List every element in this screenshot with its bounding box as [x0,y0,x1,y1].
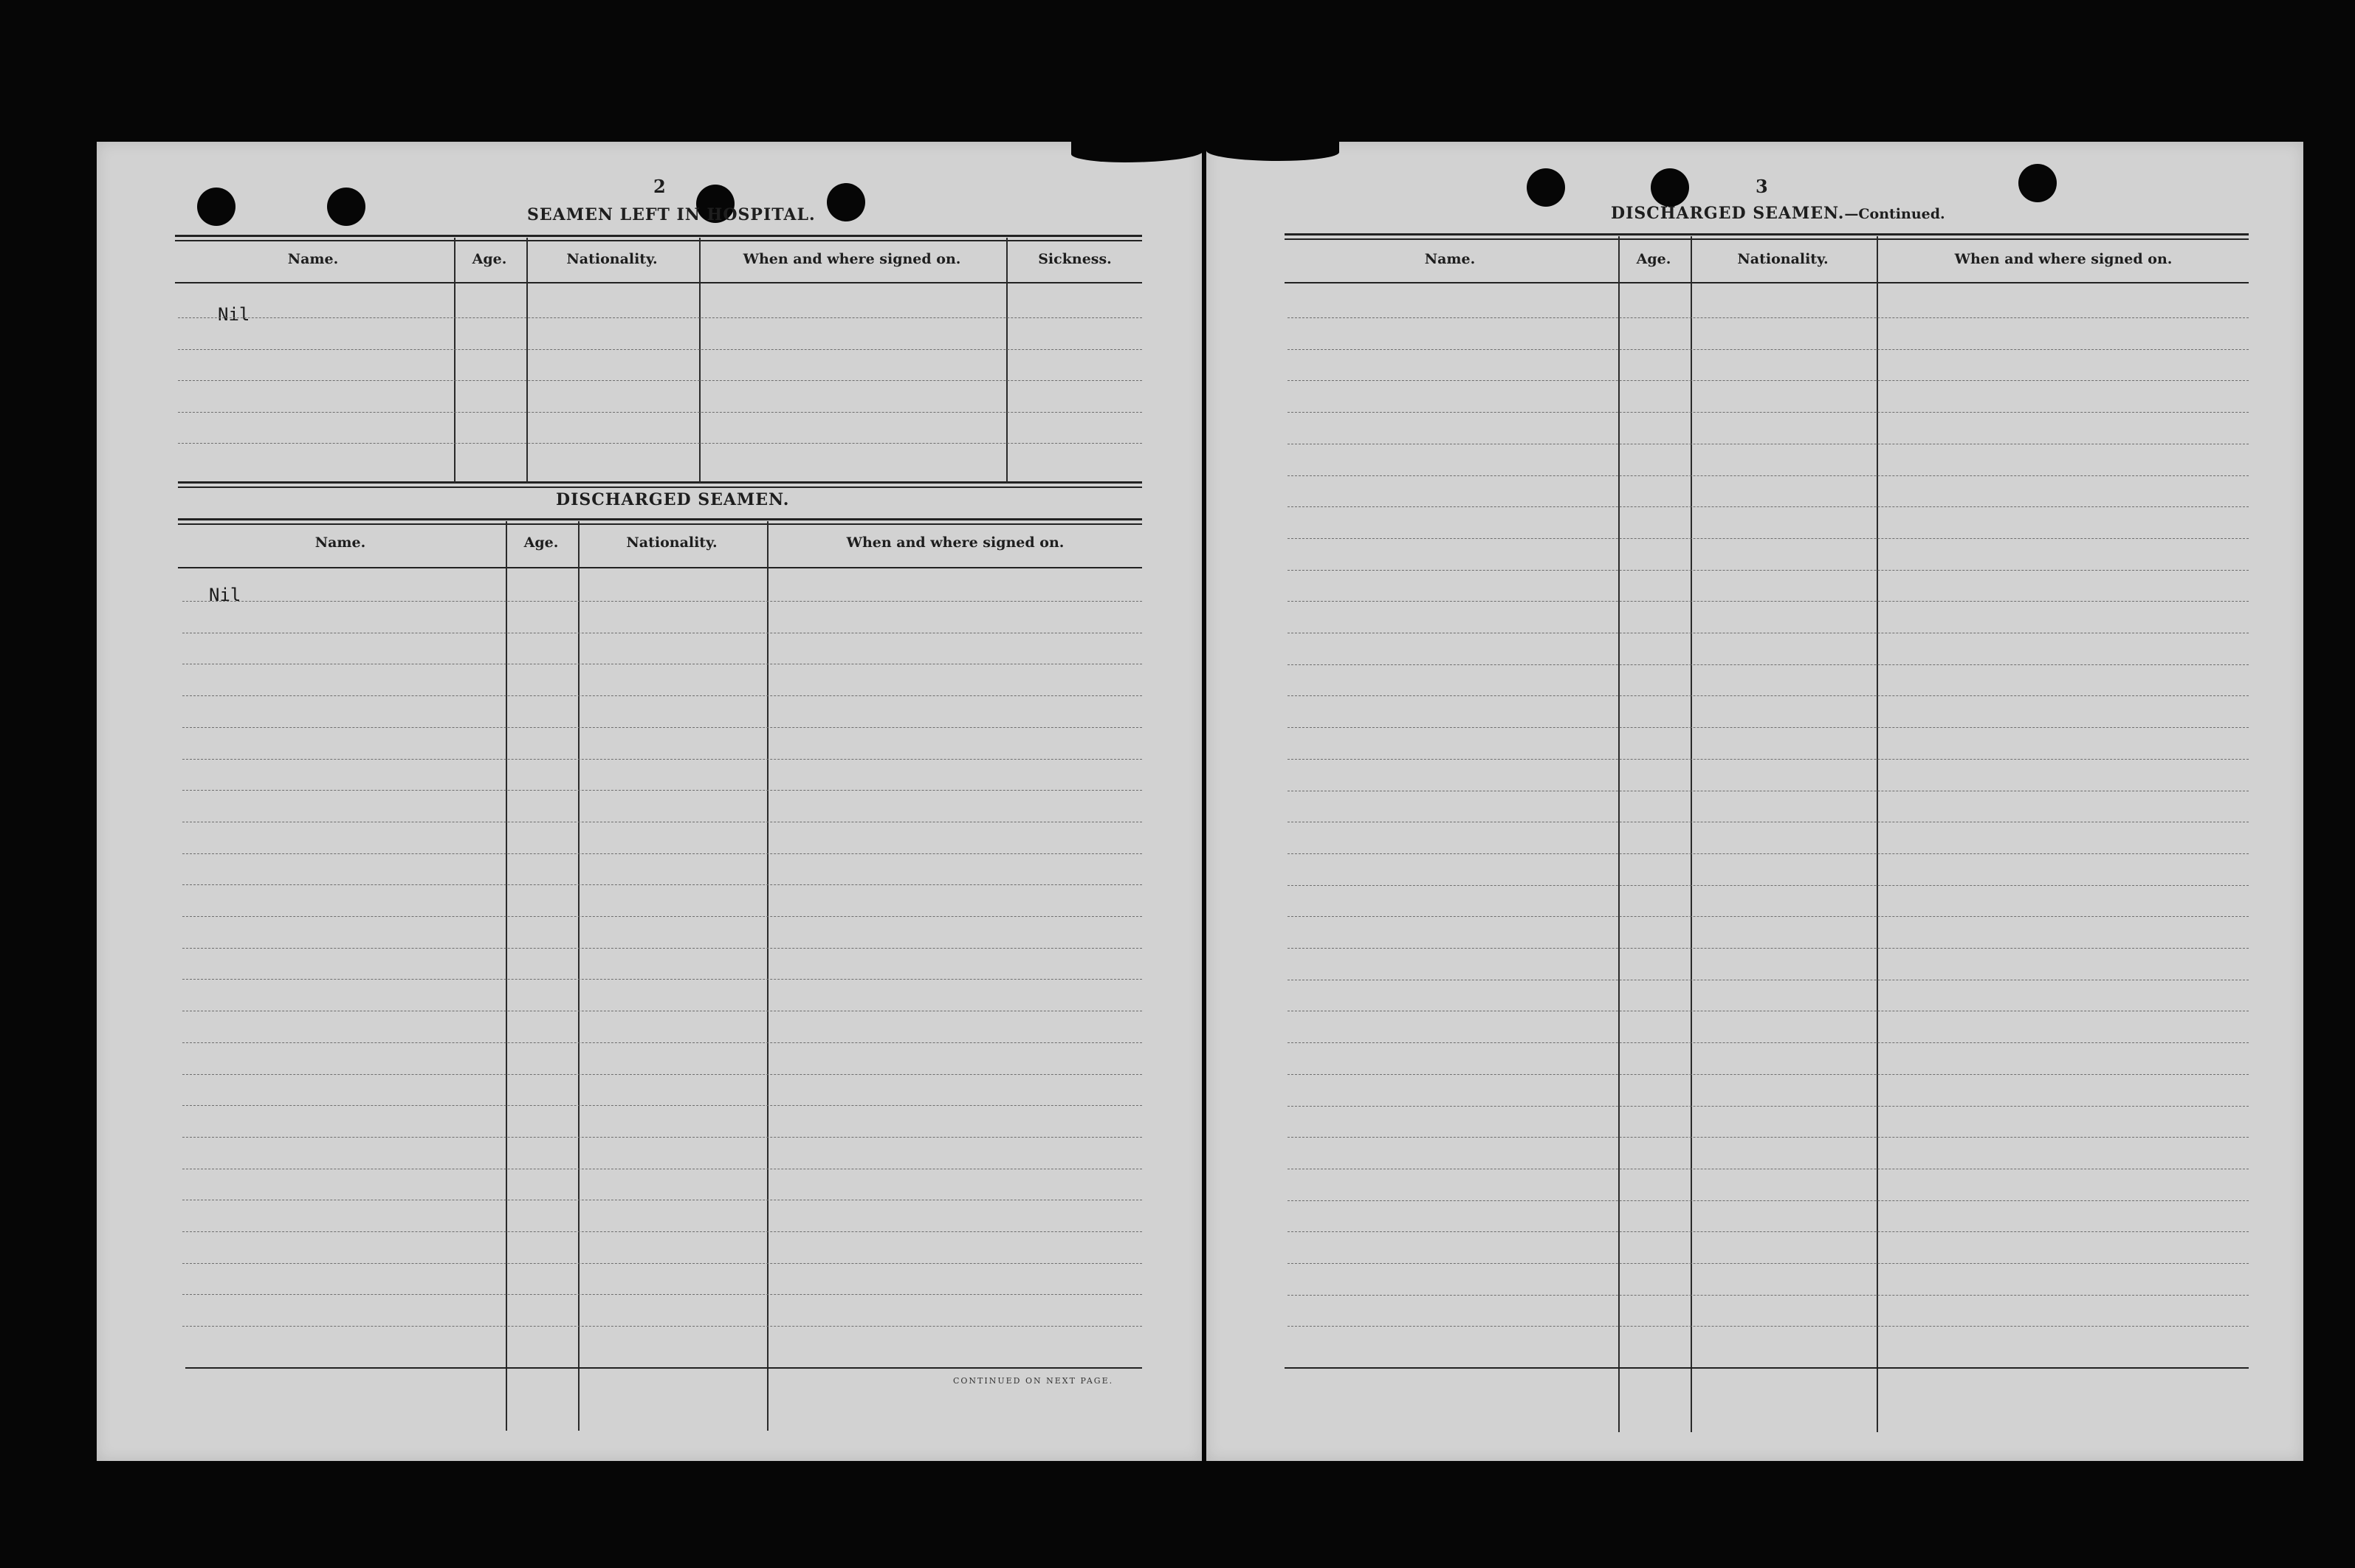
ruled-line [182,1042,1142,1043]
punch-hole [197,188,236,226]
ruled-line [178,317,1142,318]
col-header-age: Age. [472,251,507,267]
column-divider [1877,236,1878,1432]
entry-text: Nil [218,304,250,325]
table-top-rule [1285,233,2249,240]
header-rule [1285,282,2249,283]
ruled-line [182,1326,1142,1327]
ruled-line [1287,570,2249,571]
ruled-line [1287,1263,2249,1264]
hospital-section-title: SEAMEN LEFT IN HOSPITAL. [527,205,816,224]
ruled-line [182,1074,1142,1075]
column-divider [526,238,528,483]
ruled-line [1287,475,2249,476]
ruled-line [182,948,1142,949]
ruled-line [182,916,1142,917]
discharged-section-title: DISCHARGED SEAMEN. [556,490,790,509]
ruled-line [182,790,1142,791]
punch-hole [1527,168,1565,207]
punch-hole [2018,164,2057,202]
entry-text: Nil [209,585,241,605]
title-text: DISCHARGED SEAMEN. [1611,204,1845,223]
ruled-line [1287,727,2249,728]
ruled-line [1287,412,2249,413]
ruled-line [182,1263,1142,1264]
ruled-line [1287,601,2249,602]
ruled-line [178,349,1142,350]
discharged-continued-title [1611,204,1945,223]
column-divider [699,238,701,483]
table-bottom-rule [178,481,1142,488]
col-header-name: Name. [287,251,339,267]
column-divider [1691,236,1692,1432]
ruled-line [182,695,1142,696]
continued-footnote: CONTINUED ON NEXT PAGE. [953,1376,1114,1386]
table-top-rule [178,518,1142,525]
ruled-line [182,979,1142,980]
ruled-line [1287,885,2249,886]
ruled-line [1287,1326,2249,1327]
ruled-line [1287,380,2249,381]
ruled-line [182,727,1142,728]
ruled-line [1287,538,2249,539]
ruled-line [1287,1137,2249,1138]
page-number: 3 [1756,176,1768,197]
col-header-nationality: Nationality. [626,534,718,551]
col-header-nationality: Nationality. [566,251,658,267]
ruled-line [1287,1200,2249,1201]
ruled-line [1287,853,2249,854]
column-divider [1618,236,1620,1432]
ruled-line [1287,506,2249,507]
col-header-age: Age. [523,534,559,551]
ruled-line [178,380,1142,381]
ruled-line [182,1231,1142,1232]
left-page [97,142,1202,1461]
ruled-line [182,601,1142,602]
punch-hole [327,188,365,226]
ruled-line [182,853,1142,854]
punch-hole [827,183,865,221]
ruled-line [1287,349,2249,350]
ruled-line [178,412,1142,413]
punch-hole [1651,168,1689,207]
col-header-name: Name. [314,534,366,551]
page-number: 2 [653,176,666,197]
ruled-line [1287,916,2249,917]
ruled-line [182,1294,1142,1295]
torn-corner [1206,142,1339,161]
col-header-signed-on: When and where signed on. [1954,251,2173,267]
table-bottom-rule [1285,1367,2249,1369]
col-header-signed-on: When and where signed on. [846,534,1065,551]
ruled-line [182,1105,1142,1106]
column-divider [454,238,455,483]
ruled-line [1287,1295,2249,1296]
ruled-line [1287,948,2249,949]
ruled-line [1287,1106,2249,1107]
ruled-line [1287,1042,2249,1043]
ruled-line [1287,1231,2249,1232]
col-header-age: Age. [1636,251,1671,267]
ruled-line [182,759,1142,760]
table-top-rule [175,235,1142,241]
right-page [1206,142,2303,1461]
ruled-line [1287,695,2249,696]
ruled-line [182,884,1142,885]
title-suffix: —Continued. [1844,206,1945,222]
table-bottom-rule [185,1367,1142,1369]
ruled-line [182,1137,1142,1138]
col-header-nationality: Nationality. [1737,251,1829,267]
col-header-signed-on: When and where signed on. [743,251,961,267]
ruled-line [1287,1074,2249,1075]
col-header-name: Name. [1424,251,1476,267]
header-rule [178,567,1142,568]
column-divider [1006,238,1008,483]
header-rule [175,282,1142,283]
ruled-line [1287,759,2249,760]
ruled-line [1287,664,2249,665]
col-header-sickness: Sickness. [1038,251,1112,267]
ruled-line [1287,317,2249,318]
torn-corner [1071,142,1202,162]
ruled-line [178,443,1142,444]
